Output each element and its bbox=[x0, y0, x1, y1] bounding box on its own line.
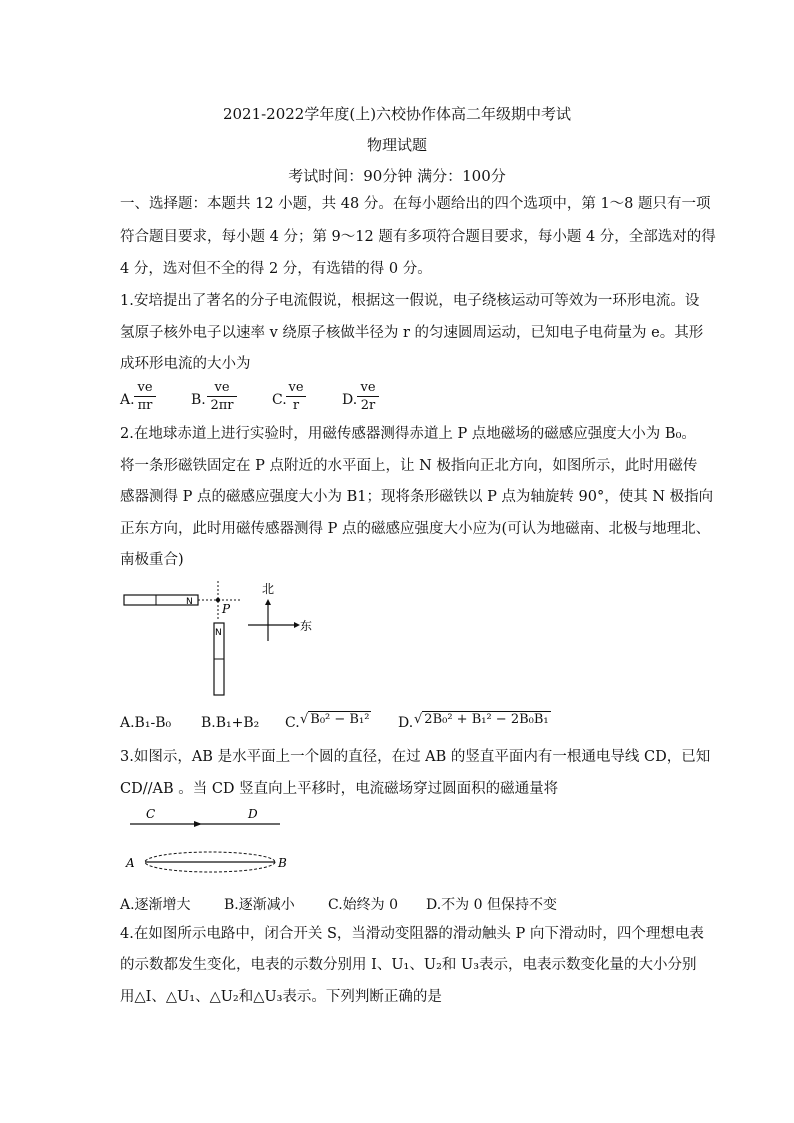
q2-line-4: 正东方向，此时用磁传感器测得 P 点的磁感应强度大小应为(可认为地磁南、北极与地理北、 bbox=[120, 521, 711, 537]
q1-line-1: 1.安培提出了著名的分子电流假说，根据这一假说，电子绕核运动可等效为一环形电流。设 bbox=[120, 293, 700, 309]
point-p-label: P bbox=[222, 602, 231, 616]
q3-option-a: A.逐渐增大 bbox=[120, 897, 191, 913]
section-intro-line-1: 一、选择题：本题共 12 小题，共 48 分。在每小题给出的四个选项中，第 1～8 题只有一项 bbox=[120, 196, 711, 212]
vertical-magnet-n-label: N bbox=[215, 628, 222, 638]
q2-magnet-figure bbox=[118, 575, 318, 700]
q2-option-a: A.B₁-B₀ bbox=[120, 715, 172, 731]
q2-option-d-radicand: 2B₀² + B₁² − 2B₀B₁ bbox=[424, 712, 549, 727]
q1-option-a-num: ve bbox=[137, 380, 153, 395]
q2-option-c-radicand: B₀² − B₁² bbox=[310, 712, 370, 727]
q1-option-b-label: B. bbox=[191, 392, 206, 408]
q2-line-3: 感器测得 P 点的磁感应强度大小为 B1；现将条形磁铁以 P 点为轴旋转 90°，使其 N 极指向 bbox=[120, 489, 714, 505]
q2-line-5: 南极重合) bbox=[120, 552, 184, 568]
q2-line-2: 将一条形磁铁固定在 P 点附近的水平面上，让 N 极指向正北方向，如图所示，此时用磁传 bbox=[120, 458, 698, 474]
q1-option-d-fraction bbox=[357, 380, 379, 413]
section-intro-line-3: 4 分，选对但不全的得 2 分，有选错的得 0 分。 bbox=[120, 261, 432, 277]
q2-line-1: 2.在地球赤道上进行实验时，用磁传感器测得赤道上 P 点地磁场的磁感应强度大小为 B₀。 bbox=[120, 426, 696, 442]
q1-option-a-den: πr bbox=[137, 398, 153, 413]
label-b: B bbox=[278, 856, 287, 870]
q1-option-b-den: 2πr bbox=[210, 398, 234, 413]
q1-option-a-fraction bbox=[134, 380, 156, 413]
q2-option-c-sqrt: √ B₀² − B₁² bbox=[300, 712, 370, 727]
q4-line-3: 用△I、△U₁、△U₂和△U₃表示。下列判断正确的是 bbox=[120, 989, 442, 1005]
q3-option-d: D.不为 0 但保持不变 bbox=[426, 897, 557, 913]
north-label: 北 bbox=[262, 582, 275, 596]
q3-line-1: 3.如图示，AB 是水平面上一个圆的直径，在过 AB 的竖直平面内有一根通电导线 CD，已知 bbox=[120, 749, 711, 765]
q1-option-b-fraction bbox=[207, 380, 237, 413]
q1-option-c-fraction bbox=[286, 380, 306, 413]
point-p bbox=[216, 598, 220, 602]
q2-option-d-sqrt: √ 2B₀² + B₁² − 2B₀B₁ bbox=[414, 712, 549, 727]
q1-option-d-num: ve bbox=[360, 380, 376, 395]
q2-option-c-label: C. bbox=[285, 715, 300, 731]
q2-option-d-label: D. bbox=[398, 715, 414, 731]
q3-option-b: B.逐渐减小 bbox=[224, 897, 295, 913]
exam-info: 考试时间：90分钟 满分：100分 bbox=[288, 167, 506, 185]
section-intro-line-2: 符合题目要求，每小题 4 分；第 9～12 题有多项符合题目要求，每小题 4 分，全部选对的得 bbox=[120, 229, 716, 245]
q1-line-3: 成环形电流的大小为 bbox=[120, 356, 251, 372]
q1-option-d-label: D. bbox=[342, 392, 358, 408]
q2-option-b: B.B₁+B₂ bbox=[201, 715, 260, 731]
exam-title: 2021-2022学年度(上)六校协作体高二年级期中考试 bbox=[222, 105, 572, 123]
q1-option-c-label: C. bbox=[272, 392, 287, 408]
current-arrow-icon bbox=[194, 821, 202, 827]
label-d: D bbox=[248, 807, 258, 821]
q1-option-a-label: A. bbox=[120, 392, 135, 408]
east-label: 东 bbox=[300, 619, 313, 633]
q1-option-c-den: r bbox=[292, 398, 300, 413]
q1-option-d-den: 2r bbox=[360, 398, 376, 413]
q1-option-c-num: ve bbox=[288, 380, 304, 395]
q3-line-2: CD//AB 。当 CD 竖直向上平移时，电流磁场穿过圆面积的磁通量将 bbox=[120, 781, 559, 797]
q3-conductor-figure bbox=[118, 805, 298, 875]
q4-line-1: 4.在如图所示电路中，闭合开关 S，当滑动变阻器的滑动触头 P 向下滑动时，四个理想电表 bbox=[120, 926, 704, 942]
q1-option-b-num: ve bbox=[214, 380, 230, 395]
horizontal-magnet-n-label: N bbox=[186, 597, 193, 607]
q1-line-2: 氢原子核外电子以速率 v 绕原子核做半径为 r 的匀速圆周运动，已知电子电荷量为 e。其形 bbox=[120, 325, 704, 341]
label-c: C bbox=[146, 807, 156, 821]
subject-title: 物理试题 bbox=[366, 136, 427, 154]
north-arrow-icon bbox=[265, 599, 271, 605]
label-a: A bbox=[126, 856, 135, 870]
q3-option-c: C.始终为 0 bbox=[328, 897, 399, 913]
q4-line-2: 的示数都发生变化，电表的示数分别用 I、U₁、U₂和 U₃表示，电表示数变化量的大小分别 bbox=[120, 957, 697, 973]
